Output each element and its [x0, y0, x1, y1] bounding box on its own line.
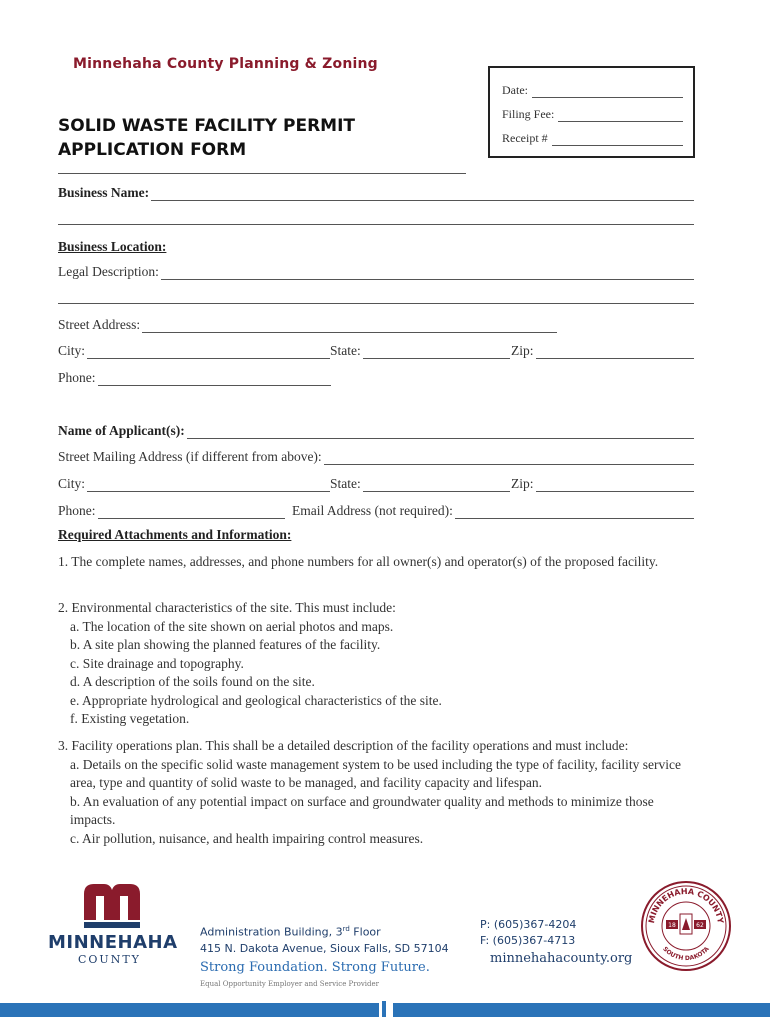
form-title-line2: APPLICATION FORM [58, 140, 247, 160]
attachment-item-2f: f. Existing vegetation. [70, 711, 190, 726]
seal-year-left: 18 [668, 922, 676, 929]
applicant-zip-field[interactable] [511, 474, 694, 492]
date-label: Date: [502, 83, 528, 97]
organization-heading: Minnehaha County Planning & Zoning [73, 56, 378, 72]
applicant-city-line [87, 477, 330, 492]
filing-fee-line [558, 109, 683, 122]
applicant-name-line [187, 424, 694, 439]
county-seal-icon [640, 880, 732, 972]
receipt-line [552, 133, 683, 146]
phone-number: P: (605)367-4204 [480, 918, 577, 931]
business-city-field[interactable] [58, 341, 330, 359]
applicant-name-field[interactable] [58, 421, 694, 439]
attachment-item-3 [58, 737, 698, 848]
email-address-line [455, 504, 694, 519]
attachment-item-1: 1. The complete names, addresses, and phone numbers for all owner(s) and operator(s) of the proposed facility. [58, 554, 659, 569]
date-field[interactable] [502, 82, 683, 98]
seal-top-text: MINNEHAHA COUNTY [646, 886, 725, 924]
street-address-field[interactable] [58, 315, 557, 333]
attachment-item-3b: b. An evaluation of any potential impact on surface and groundwater quality and methods to minimize those impacts. [70, 793, 654, 827]
attachment-item-2c: c. Site drainage and topography. [70, 655, 244, 671]
business-zip-line [536, 344, 695, 359]
attachment-item-2d: d. A description of the soils found on the site. [70, 674, 315, 689]
form-title [58, 114, 355, 162]
seal-bottom-text: SOUTH DAKOTA [661, 945, 711, 963]
attachment-item-2e: e. Appropriate hydrological and geological characteristics of the site. [70, 692, 442, 708]
applicant-phone-label: Phone: [58, 503, 96, 518]
attachment-item-3-text: 3. Facility operations plan. This shall be a detailed description of the facility operations and must include: [58, 738, 629, 753]
attachment-item-2b: b. A site plan showing the planned features of the facility. [70, 637, 381, 652]
applicant-phone-line [98, 504, 285, 519]
business-phone-label: Phone: [58, 370, 96, 385]
address-line-2: 415 N. Dakota Avenue, Sioux Falls, SD 57104 [200, 942, 449, 955]
business-state-label: State: [330, 343, 361, 358]
county-slogan: Strong Foundation. Strong Future. [200, 960, 430, 975]
receipt-field[interactable] [502, 130, 683, 146]
office-use-box [488, 66, 695, 158]
mailing-address-field[interactable] [58, 447, 694, 465]
title-divider [58, 173, 466, 174]
applicant-city-field[interactable] [58, 474, 330, 492]
form-title-line1: SOLID WASTE FACILITY PERMIT [58, 116, 356, 136]
applicant-state-label: State: [330, 476, 361, 491]
date-line [532, 85, 683, 98]
attachment-item-3a: a. Details on the specific solid waste management system to be used including the type of facility, facility service area, type and quantity of solid waste to be managed, and facility capacity and lifespan. [70, 756, 681, 790]
seal-year-right: 62 [696, 922, 704, 929]
legal-description-line [161, 265, 694, 280]
logo-wordmark: MINNEHAHA [48, 932, 178, 953]
applicant-state-line [363, 477, 510, 492]
business-name-line [151, 186, 694, 201]
attachments-heading: Required Attachments and Information: [58, 527, 292, 542]
filing-fee-label: Filing Fee: [502, 107, 555, 121]
filing-fee-field[interactable] [502, 106, 683, 122]
business-name-field[interactable] [58, 183, 694, 201]
applicant-zip-line [536, 477, 695, 492]
legal-description-extra-line[interactable] [58, 303, 694, 304]
mailing-address-label: Street Mailing Address (if different from above): [58, 449, 322, 464]
business-location-heading [58, 237, 358, 255]
applicant-state-field[interactable] [330, 474, 510, 492]
county-website-link[interactable]: minnehahacounty.org [490, 951, 633, 966]
attachment-item-2-text: 2. Environmental characteristics of the site. This must include: [58, 600, 396, 615]
street-address-label: Street Address: [58, 317, 141, 332]
applicant-city-label: City: [58, 476, 86, 491]
address-building: Administration Building, 3 [200, 925, 343, 939]
business-city-label: City: [58, 343, 86, 358]
receipt-label: Receipt # [502, 131, 548, 145]
logo-county-text: COUNTY [78, 953, 141, 966]
business-city-line [87, 344, 330, 359]
street-address-line [142, 318, 557, 333]
business-name-extra-line[interactable] [58, 224, 694, 225]
business-phone-line [98, 371, 331, 386]
attachment-item-2a: a. The location of the site shown on aerial photos and maps. [70, 618, 394, 634]
email-address-label: Email Address (not required): [292, 503, 453, 518]
business-state-field[interactable] [330, 341, 510, 359]
business-zip-field[interactable] [511, 341, 694, 359]
fax-number: F: (605)367-4713 [480, 934, 576, 947]
footer-bar-notch [382, 1001, 386, 1017]
address-floor-suffix: rd [342, 925, 350, 933]
email-address-field[interactable] [292, 501, 694, 519]
address-floor: Floor [349, 925, 381, 939]
business-name-label: Business Name: [58, 185, 150, 200]
attachment-item-3c: c. Air pollution, nuisance, and health impairing control measures. [70, 830, 424, 846]
attachment-item-2 [58, 599, 698, 729]
legal-description-label: Legal Description: [58, 264, 159, 279]
equal-opportunity-note: Equal Opportunity Employer and Service Provider [200, 980, 379, 988]
applicant-name-label: Name of Applicant(s): [58, 423, 185, 438]
business-zip-label: Zip: [511, 343, 534, 358]
applicant-zip-label: Zip: [511, 476, 534, 491]
legal-description-field[interactable] [58, 262, 694, 280]
address-line-1 [200, 925, 381, 939]
applicant-phone-field[interactable] [58, 501, 285, 519]
business-location-label: Business Location: [58, 239, 167, 254]
business-phone-field[interactable] [58, 368, 331, 386]
mailing-address-line [324, 450, 694, 465]
business-state-line [363, 344, 510, 359]
